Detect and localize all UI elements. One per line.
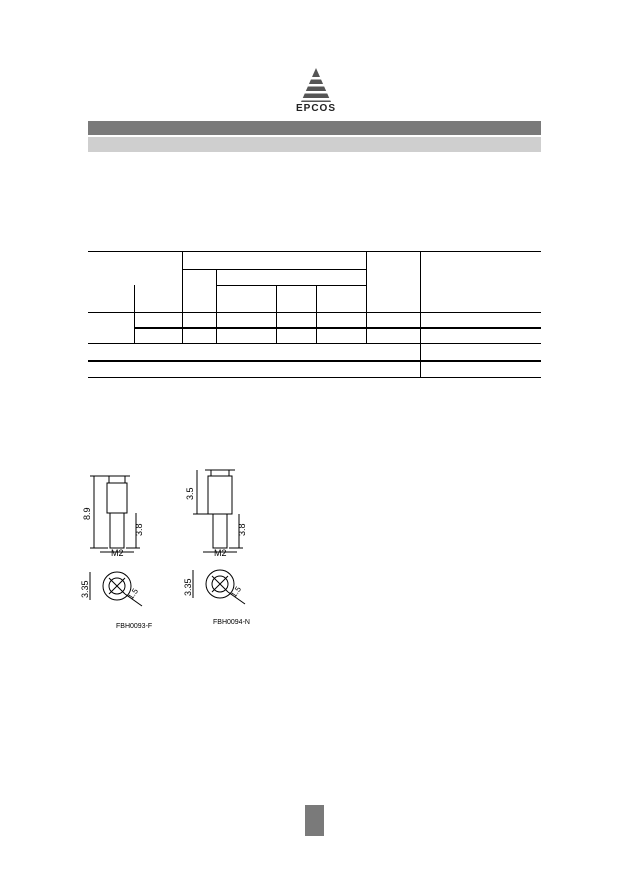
dim-height-pin: 3.8 [134,523,144,536]
dim-thread: M2 [111,548,124,558]
table-col-rule [276,285,277,343]
table-col-rule [316,285,317,343]
component-outline-2 [185,462,265,632]
dim-thread: M2 [214,548,227,558]
dimension-drawing-1 [82,468,162,633]
page-number-tab [305,805,324,836]
dim-height-total: 3.5 [185,487,195,500]
dim-height-pin: 3.8 [237,523,247,536]
drawing-caption: FBH0093-F [116,623,153,630]
drawing-caption: FBH0094-N [213,619,250,626]
table-header-bottom-rule [88,312,541,313]
dim-hex: 1.5 [126,586,141,602]
dim-width: 3.35 [183,578,193,596]
table-col-rule [366,251,367,343]
table-header-rule-1 [182,269,366,270]
dimension-drawing-2 [185,462,265,632]
table-col-rule [182,251,183,343]
epcos-logo [286,68,346,116]
table-row-rule-2 [88,343,541,344]
dim-height-total: 8.9 [82,507,92,520]
table-col-rule [216,269,217,343]
component-outline-1 [82,468,162,633]
table-row-rule [134,327,541,329]
table-bottom-rule [88,377,541,378]
dim-hex: 1.5 [229,584,244,600]
table-col-rule [134,285,135,343]
epcos-logo-mark [301,68,331,102]
table-col-rule [420,251,421,377]
spec-table [88,251,541,381]
dim-width: 3.35 [80,580,90,598]
table-header-rule-2 [216,285,366,286]
epcos-logo-text: EPCOS [295,103,336,114]
title-bar [88,121,541,135]
table-row-rule-3 [88,360,541,362]
subtitle-bar [88,137,541,152]
table-top-rule [88,251,541,252]
